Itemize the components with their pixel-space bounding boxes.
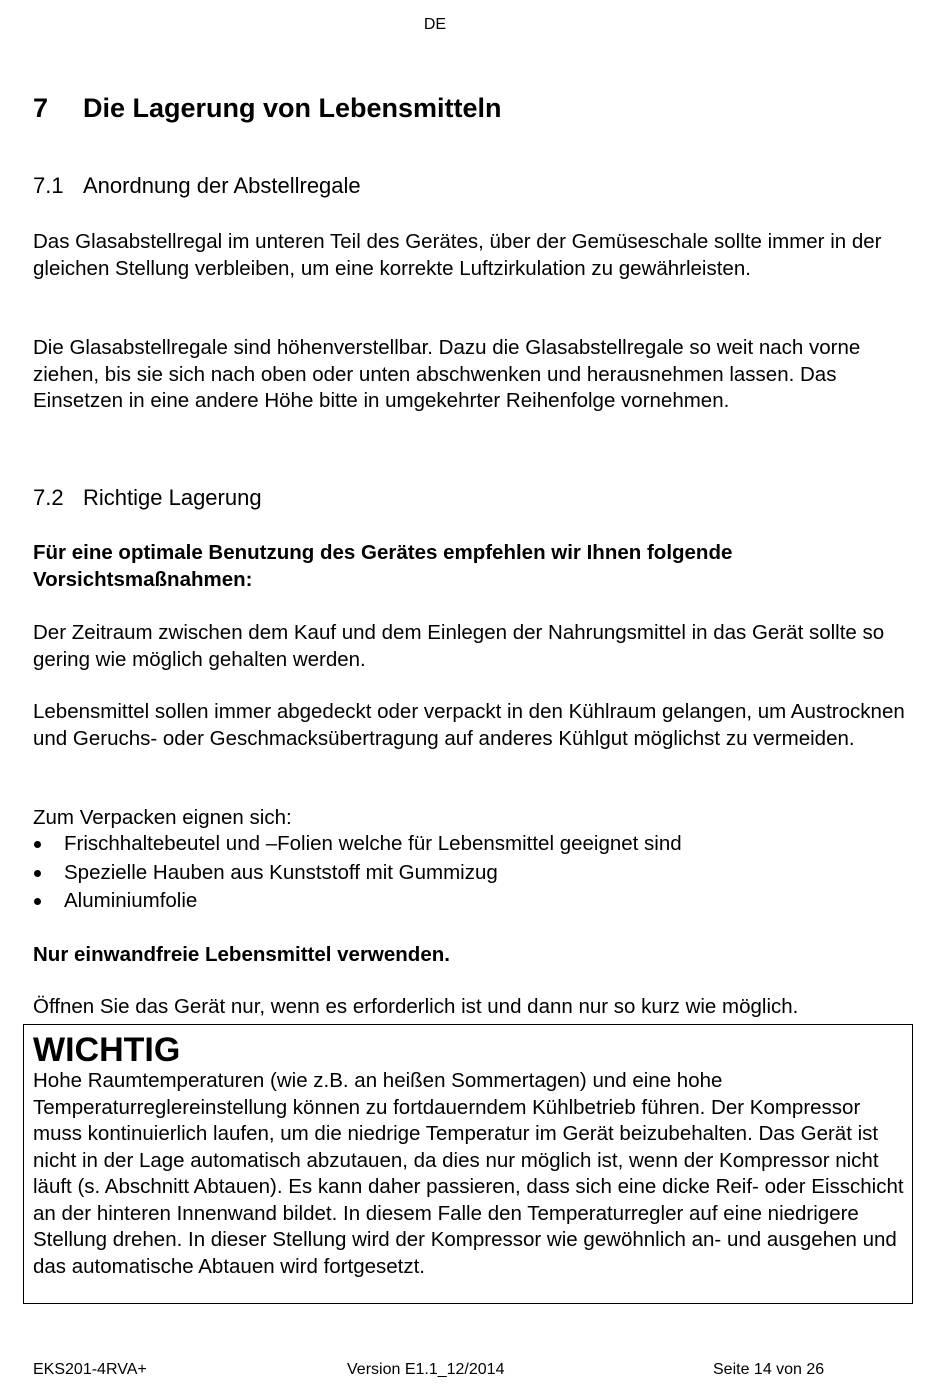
paragraph: Öffnen Sie das Gerät nur, wenn es erforderlich ist und dann nur so kurz wie möglich. — [33, 995, 799, 1018]
notice-text: Hohe Raumtemperaturen (wie z.B. an heißen Sommertagen) und eine hohe Temperaturreglereinstellung können zu fortdauerndem Kühlbetrieb führen. Der Kompressor muss kontinuierlich laufen, um die niedrige Temperatur im Gerät beizubehalten. Das Gerät ist nicht in der Lage automatisch abzutauen, da dies nur möglich ist, wenn der Kompressor nicht läuft (s. Abschnitt Abtauen). Es kann daher passieren, dass sich eine dicke Reif- oder Eisschicht an der hinteren Innenwand bildet. In diesem Falle den Temperaturregler auf eine niedrigere Stellung drehen. In dieser Stellung wird der Kompressor wie gewöhnlich an- und ausgehen und das automatische Abtauen wird fortgesetzt. — [33, 1069, 904, 1278]
subsection-title: Richtige Lagerung — [83, 485, 262, 510]
notice-title: WICHTIG — [33, 1031, 181, 1069]
list-intro: Zum Verpacken eignen sich: — [33, 806, 292, 829]
subsection-title: Anordnung der Abstellregale — [83, 173, 361, 198]
subsection-number: 7.1 — [33, 173, 64, 198]
packaging-list — [33, 830, 913, 916]
language-code: DE — [423, 16, 447, 33]
list-item: Spezielle Hauben aus Kunststoff mit Gummizug — [33, 859, 913, 888]
section-heading — [33, 93, 502, 124]
list-item: Frischhaltebeutel und –Folien welche für Lebensmittel geeignet sind — [33, 830, 913, 859]
footer-version: Version E1.1_12/2014 — [347, 1361, 505, 1378]
bullet-icon — [34, 898, 41, 905]
footer-model: EKS201-4RVA+ — [33, 1361, 147, 1378]
section-number: 7 — [33, 93, 49, 123]
paragraph: Die Glasabstellregale sind höhenverstellbar. Dazu die Glasabstellregale so weit nach vorne ziehen, bis sie sich nach oben oder unten abschwenken und herausnehmen lassen. Das Einsetzen in eine andere Höhe bitte in umgekehrter Reihenfolge vornehmen. — [33, 336, 861, 412]
bullet-icon — [34, 841, 41, 848]
list-item: Aluminiumfolie — [33, 887, 913, 916]
paragraph: Lebensmittel sollen immer abgedeckt oder verpackt in den Kühlraum gelangen, um Austrocknen und Geruchs- oder Geschmacksübertragung auf anderes Kühlgut möglichst zu vermeiden. — [33, 700, 905, 750]
subsection-heading-7-2 — [33, 485, 262, 511]
paragraph: Der Zeitraum zwischen dem Kauf und dem Einlegen der Nahrungsmittel in das Gerät sollte so gering wie möglich gehalten werden. — [33, 621, 885, 671]
subsection-number: 7.2 — [33, 485, 64, 510]
footer-page-number: Seite 14 von 26 — [713, 1361, 825, 1378]
paragraph: Das Glasabstellregal im unteren Teil des Gerätes, über der Gemüseschale sollte immer in der gleichen Stellung verbleiben, um eine korrekte Luftzirkulation zu gewährleisten. — [33, 230, 882, 280]
bold-note: Nur einwandfreie Lebensmittel verwenden. — [33, 943, 450, 966]
important-notice-box — [23, 1024, 913, 1304]
bullet-icon — [34, 870, 41, 877]
bold-intro: Für eine optimale Benutzung des Gerätes empfehlen wir Ihnen folgende Vorsichtsmaßnahmen: — [33, 541, 733, 591]
section-title: Die Lagerung von Lebensmitteln — [83, 93, 502, 123]
subsection-heading-7-1 — [33, 173, 361, 199]
